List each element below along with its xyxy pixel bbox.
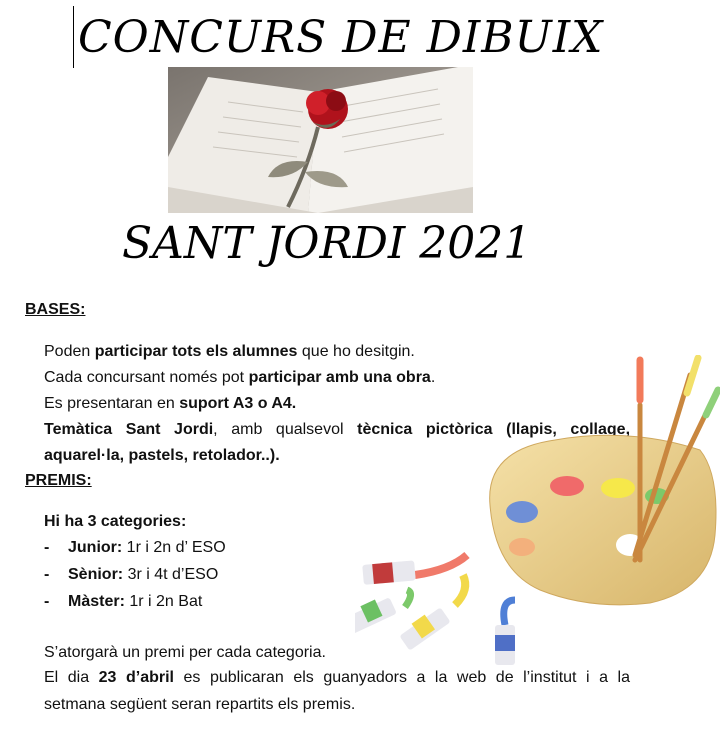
bases-line-5: aquarel·la, pastels, retolador..).: [44, 447, 280, 464]
bases-heading: BASES:: [25, 301, 86, 318]
award-note: S’atorgarà un premi per cada categoria.: [44, 644, 326, 661]
premis-heading: PREMIS:: [25, 472, 92, 489]
event-subtitle: SANT JORDI 2021: [122, 218, 532, 269]
date-line: El dia 23 d’abril es publicaran els guanyadors a la web de l’institut i a la: [44, 669, 630, 686]
text-cursor: [73, 6, 74, 68]
page-title: CONCURS DE DIBUIX: [78, 12, 604, 63]
bases-line-4: Temàtica Sant Jordi, amb qualsevol tècnica pictòrica (llapis, collage,: [44, 421, 631, 438]
category-master: - Màster: 1r i 2n Bat: [44, 593, 203, 610]
book-rose-image: [168, 67, 473, 213]
category-junior: - Junior: 1r i 2n d’ ESO: [44, 539, 226, 556]
categories-intro: Hi ha 3 categories:: [44, 513, 187, 530]
bases-line-3: Es presentaran en suport A3 o A4.: [44, 395, 297, 412]
bases-line-1: Poden participar tots els alumnes que ho desitgin.: [44, 343, 415, 360]
closing-line: setmana següent seran repartits els premis.: [44, 696, 356, 713]
category-senior: - Sènior: 3r i 4t d’ESO: [44, 566, 219, 583]
bases-line-2: Cada concursant només pot participar amb una obra.: [44, 369, 436, 386]
paint-tubes-icon: [355, 545, 545, 670]
